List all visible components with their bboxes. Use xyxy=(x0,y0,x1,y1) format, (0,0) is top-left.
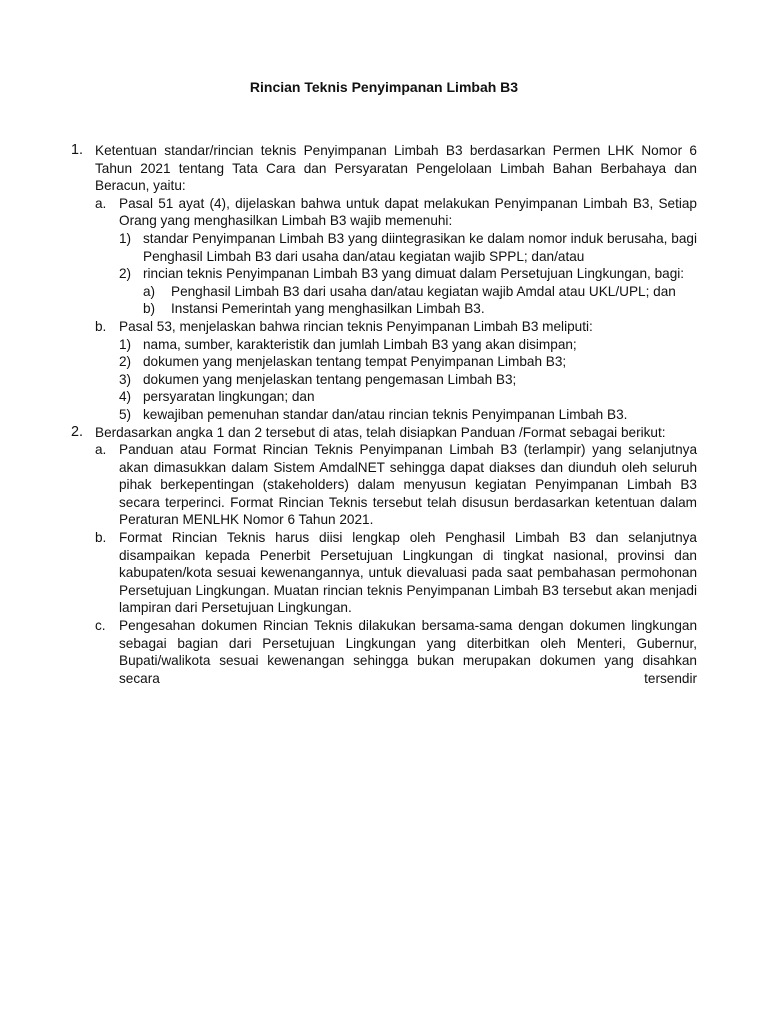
list-text: Berdasarkan angka 1 dan 2 tersebut di atas, telah disiapkan Panduan /Format sebagai berikut: xyxy=(95,424,666,440)
list-letter: b. xyxy=(95,530,107,546)
list-number: 1) xyxy=(119,230,132,246)
list-text: rincian teknis Penyimpanan Limbah B3 yang dimuat dalam Persetujuan Lingkungan, bagi: xyxy=(143,266,685,282)
list-number: 3) xyxy=(119,371,132,387)
list-item-2c xyxy=(95,617,697,687)
list-item-1b xyxy=(95,318,697,336)
list-text: nama, sumber, karakteristik dan jumlah Limbah B3 yang akan disimpan; xyxy=(143,336,577,352)
list-item-1b-5 xyxy=(119,406,697,424)
list-text: Ketentuan standar/rincian teknis Penyimpanan Limbah B3 berdasarkan Permen LHK Nomor 6 Tahun 2021 tentang Tata Cara dan Persyaratan Pengelolaan Limbah Bahan Berbahaya dan Beracun, yaitu: xyxy=(95,143,697,194)
list-item-1b-1 xyxy=(119,336,697,354)
list-number: 1. xyxy=(71,142,84,158)
list-text: Pasal 53, menjelaskan bahwa rincian teknis Penyimpanan Limbah B3 meliputi: xyxy=(119,318,593,334)
document-title: Rincian Teknis Penyimpanan Limbah B3 xyxy=(249,79,519,95)
list-item-1a-2 xyxy=(119,265,697,283)
list-text: Panduan atau Format Rincian Teknis Penyimpanan Limbah B3 (terlampir) yang selanjutnya akan dimasukkan dalam Sistem AmdalNET sehingga dapat diakses dan diunduh oleh seluruh pihak berkepentingan (stakeholders) dalam menyusun kegiatan Penyimpanan Limbah B3 secara terperinci. Format Rincian Teknis tersebut telah disusun berdasarkan ketentuan dalam Peraturan MENLHK Nomor 6 Tahun 2021. xyxy=(119,442,697,528)
list-text: Format Rincian Teknis harus diisi lengkap oleh Penghasil Limbah B3 dan selanjutnya disampaikan kepada Penerbit Persetujuan Lingkungan di tingkat nasional, provinsi dan kabupaten/kota sesuai kewenangannya, untuk dievaluasi pada saat pembahasan permohonan Persetujuan Lingkungan. Muatan rincian teknis Penyimpanan Limbah B3 tersebut akan menjadi lampiran dari Persetujuan Lingkungan. xyxy=(119,530,697,616)
list-letter: c. xyxy=(95,618,106,634)
list-item-1b-3 xyxy=(119,371,697,389)
list-item-1a xyxy=(95,195,697,230)
list-letter: a. xyxy=(95,442,107,458)
list-text: Penghasil Limbah B3 dari usaha dan/atau kegiatan wajib Amdal atau UKL/UPL; dan xyxy=(171,283,676,299)
list-text: Pengesahan dokumen Rincian Teknis dilakukan bersama-sama dengan dokumen lingkungan sebagai bagian dari Persetujuan Lingkungan yang diterbitkan oleh Menteri, Gubernur, Bupati/walikota sesuai kewenangan sehingga bukan merupakan dokumen yang disahkan secara tersendir xyxy=(119,618,697,686)
list-number: 1) xyxy=(119,336,132,352)
list-text: dokumen yang menjelaskan tentang pengemasan Limbah B3; xyxy=(143,371,517,387)
list-text: Pasal 51 ayat (4), dijelaskan bahwa untuk dapat melakukan Penyimpanan Limbah B3, Setiap Orang yang menghasilkan Limbah B3 wajib memenuhi: xyxy=(119,195,697,229)
list-item-1a-1 xyxy=(119,230,697,265)
list-item-1 xyxy=(71,142,697,195)
list-number: 2. xyxy=(71,423,84,440)
list-item-1a-2a xyxy=(143,283,697,301)
list-text: kewajiban pemenuhan standar dan/atau rincian teknis Penyimpanan Limbah B3. xyxy=(143,406,628,422)
list-letter: a. xyxy=(95,195,107,211)
list-letter: a) xyxy=(143,283,156,299)
list-letter: b. xyxy=(95,318,107,334)
list-letter: b) xyxy=(143,301,156,317)
list-item-2 xyxy=(71,424,697,442)
list-item-1a-2b xyxy=(143,300,697,318)
list-text: Instansi Pemerintah yang menghasilkan Limbah B3. xyxy=(171,301,485,317)
list-text: persyaratan lingkungan; dan xyxy=(143,389,315,405)
list-text: dokumen yang menjelaskan tentang tempat Penyimpanan Limbah B3; xyxy=(143,354,567,370)
list-item-2a xyxy=(95,441,697,529)
list-number: 4) xyxy=(119,389,132,405)
list-text: standar Penyimpanan Limbah B3 yang diintegrasikan ke dalam nomor induk berusaha, bagi Penghasil Limbah B3 dari usaha dan/atau kegiatan wajib SPPL; dan/atau xyxy=(143,230,697,264)
document-body xyxy=(71,142,697,687)
list-item-1b-2 xyxy=(119,353,697,371)
list-number: 2) xyxy=(119,354,132,370)
list-item-2b xyxy=(95,529,697,617)
list-number: 5) xyxy=(119,406,132,422)
list-number: 2) xyxy=(119,266,132,282)
list-item-1b-4 xyxy=(119,388,697,406)
